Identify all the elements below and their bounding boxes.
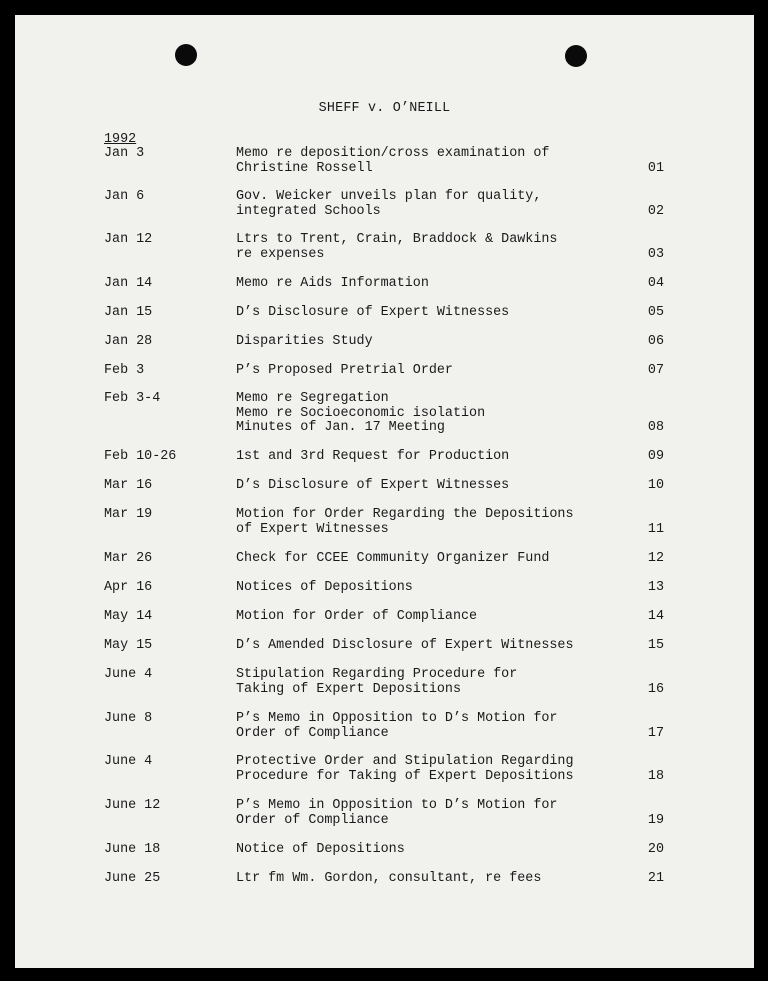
entry-date: Apr 16 xyxy=(104,580,153,595)
entry-description xyxy=(236,872,541,887)
entry-description xyxy=(236,306,509,321)
entry-description xyxy=(236,233,557,262)
list-item xyxy=(15,450,754,465)
entry-number: 03 xyxy=(647,246,664,262)
entry-date: Jan 28 xyxy=(104,334,153,349)
entry-description-line: Protective Order and Stipulation Regarding xyxy=(236,754,574,769)
list-item xyxy=(15,843,754,858)
entry-description xyxy=(236,450,509,465)
list-item xyxy=(15,755,754,784)
entry-number: 20 xyxy=(647,842,664,857)
entry-number: 15 xyxy=(647,638,664,653)
entry-description-line: D’s Amended Disclosure of Expert Witnesses xyxy=(236,638,574,653)
entry-date: Mar 19 xyxy=(104,507,153,522)
entry-date: Mar 26 xyxy=(104,551,153,566)
punch-hole-left xyxy=(175,44,197,66)
entry-date: Jan 3 xyxy=(104,146,145,161)
entry-number: 02 xyxy=(647,203,664,219)
entry-number: 10 xyxy=(647,478,664,493)
entry-description xyxy=(236,552,549,567)
entry-date: Jan 15 xyxy=(104,305,153,320)
entry-description xyxy=(236,335,373,350)
entry-description-line: Order of Compliance xyxy=(236,725,389,741)
entry-description-line: Motion for Order Regarding the Depositions xyxy=(236,507,574,522)
entry-description-line: Motion for Order of Compliance xyxy=(236,609,478,624)
entry-description xyxy=(236,799,557,828)
entry-description xyxy=(236,479,509,494)
entry-description xyxy=(236,755,574,784)
entry-date: Mar 16 xyxy=(104,478,153,493)
entry-description-line: Stipulation Regarding Procedure for xyxy=(236,667,518,682)
entry-date: Feb 10-26 xyxy=(104,449,177,464)
list-item xyxy=(15,335,754,350)
entry-description-line: Memo re Aids Information xyxy=(236,276,429,291)
entry-description xyxy=(236,843,405,858)
entry-description-line: Gov. Weicker unveils plan for quality, xyxy=(236,189,542,204)
entry-number: 12 xyxy=(647,551,664,566)
entry-description-line: Memo re deposition/cross examination of xyxy=(236,146,550,161)
entry-description xyxy=(236,277,429,292)
entry-description xyxy=(236,392,485,436)
entry-description-line: Ltrs to Trent, Crain, Braddock & Dawkins xyxy=(236,232,558,247)
list-item xyxy=(15,147,754,176)
year-heading: 1992 xyxy=(104,132,137,147)
entry-description-line: re expenses xyxy=(236,246,325,262)
list-item xyxy=(15,639,754,654)
entry-number: 04 xyxy=(647,276,664,291)
entry-number: 17 xyxy=(647,725,664,741)
entry-date: Jan 12 xyxy=(104,232,153,247)
entry-date: Feb 3 xyxy=(104,363,145,378)
entry-description xyxy=(236,712,557,741)
entry-description-line: Taking of Expert Depositions xyxy=(236,681,461,697)
entry-date: June 4 xyxy=(104,754,153,769)
list-item xyxy=(15,508,754,537)
entry-number: 14 xyxy=(647,609,664,624)
entry-number: 07 xyxy=(647,363,664,378)
entry-description-line: Memo re Segregation xyxy=(236,391,389,406)
entry-number: 18 xyxy=(647,768,664,784)
entry-description-line: Minutes of Jan. 17 Meeting xyxy=(236,420,445,436)
entry-number: 16 xyxy=(647,681,664,697)
entry-number: 05 xyxy=(647,305,664,320)
entry-number: 11 xyxy=(647,521,664,537)
entry-description-line: Memo re Socioeconomic isolation xyxy=(236,405,486,421)
entry-description-line: integrated Schools xyxy=(236,203,381,219)
document-title: SHEFF v. O’NEILL xyxy=(318,101,451,116)
entry-number: 01 xyxy=(647,160,664,176)
list-item xyxy=(15,233,754,262)
entry-number: 19 xyxy=(647,812,664,828)
list-item xyxy=(15,799,754,828)
entry-date: May 15 xyxy=(104,638,153,653)
punch-hole-right xyxy=(565,45,587,67)
entry-description-line: P’s Proposed Pretrial Order xyxy=(236,363,453,378)
list-item xyxy=(15,392,754,436)
entry-description xyxy=(236,610,477,625)
entry-date: May 14 xyxy=(104,609,153,624)
entry-description-line: Disparities Study xyxy=(236,334,373,349)
entry-description-line: P’s Memo in Opposition to D’s Motion for xyxy=(236,711,558,726)
list-item xyxy=(15,581,754,596)
entry-description-line: Check for CCEE Community Organizer Fund xyxy=(236,551,550,566)
entry-date: June 25 xyxy=(104,871,161,886)
list-item xyxy=(15,306,754,321)
entry-description-line: Notice of Depositions xyxy=(236,842,405,857)
list-item xyxy=(15,479,754,494)
entry-description-line: D’s Disclosure of Expert Witnesses xyxy=(236,478,510,493)
document-page xyxy=(15,15,754,968)
entry-number: 06 xyxy=(647,334,664,349)
entry-date: Feb 3-4 xyxy=(104,391,161,406)
entry-description xyxy=(236,190,541,219)
entry-description-line: Ltr fm Wm. Gordon, consultant, re fees xyxy=(236,871,542,886)
entry-number: 21 xyxy=(647,871,664,886)
list-item xyxy=(15,277,754,292)
entry-description xyxy=(236,639,574,654)
entry-description-line: Procedure for Taking of Expert Depositions xyxy=(236,768,574,784)
entry-description xyxy=(236,581,413,596)
entry-description-line: Notices of Depositions xyxy=(236,580,413,595)
entry-description-line: of Expert Witnesses xyxy=(236,521,389,537)
list-item xyxy=(15,190,754,219)
list-item xyxy=(15,668,754,697)
entry-date: June 8 xyxy=(104,711,153,726)
entry-description-line: Order of Compliance xyxy=(236,812,389,828)
entry-description xyxy=(236,508,574,537)
entry-description xyxy=(236,364,453,379)
entry-description-line: 1st and 3rd Request for Production xyxy=(236,449,510,464)
entry-description xyxy=(236,147,549,176)
entry-date: Jan 6 xyxy=(104,189,145,204)
list-item xyxy=(15,610,754,625)
entry-date: June 12 xyxy=(104,798,161,813)
entry-date: June 18 xyxy=(104,842,161,857)
list-item xyxy=(15,712,754,741)
entry-description-line: Christine Rossell xyxy=(236,160,373,176)
entry-number: 09 xyxy=(647,449,664,464)
entry-date: June 4 xyxy=(104,667,153,682)
entry-date: Jan 14 xyxy=(104,276,153,291)
entry-description-line: P’s Memo in Opposition to D’s Motion for xyxy=(236,798,558,813)
list-item xyxy=(15,552,754,567)
list-item xyxy=(15,872,754,887)
entry-description xyxy=(236,668,517,697)
list-item xyxy=(15,364,754,379)
entry-number: 13 xyxy=(647,580,664,595)
entry-description-line: D’s Disclosure of Expert Witnesses xyxy=(236,305,510,320)
entry-number: 08 xyxy=(647,420,664,436)
